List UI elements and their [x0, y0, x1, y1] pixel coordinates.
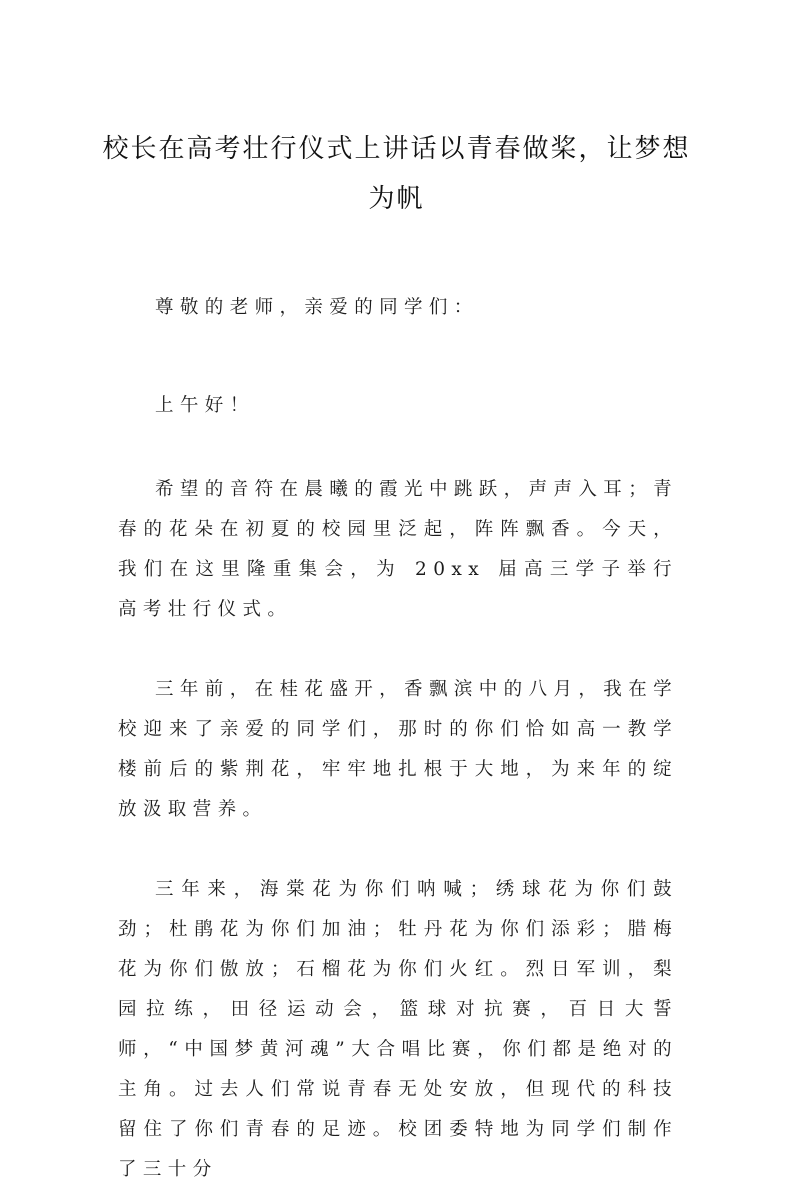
document-title: 校长在高考壮行仪式上讲话以青春做桨，让梦想为帆	[102, 134, 691, 214]
salutation: 尊敬的老师，亲爱的同学们：	[155, 297, 479, 318]
document-body	[118, 288, 678, 1190]
paragraph: 三年来，海棠花为你们呐喊；绣球花为你们鼓劲；杜鹃花为你们加油；牡丹花为你们添彩；腊梅花为你们傲放；石榴花为你们火红。烈日军训，梨园拉练，田径运动会，篮球对抗赛，百日大誓师，“中国梦黄河魂”大合唱比赛，你们都是绝对的主角。过去人们常说青春无处安放，但现代的科技留住了你们青春的足迹。校团委特地为同学们制作了三十分	[118, 879, 678, 1180]
paragraph: 三年前，在桂花盛开，香飘滨中的八月，我在学校迎来了亲爱的同学们，那时的你们恰如高一教学楼前后的紫荆花，牢牢地扎根于大地，为来年的绽放汲取营养。	[118, 679, 678, 820]
greeting: 上午好！	[155, 395, 255, 416]
paragraph: 希望的音符在晨曦的霞光中跳跃，声声入耳；青春的花朵在初夏的校园里泛起，阵阵飘香。今天，我们在这里隆重集会，为 20xx 届高三学子举行高考壮行仪式。	[118, 479, 678, 620]
